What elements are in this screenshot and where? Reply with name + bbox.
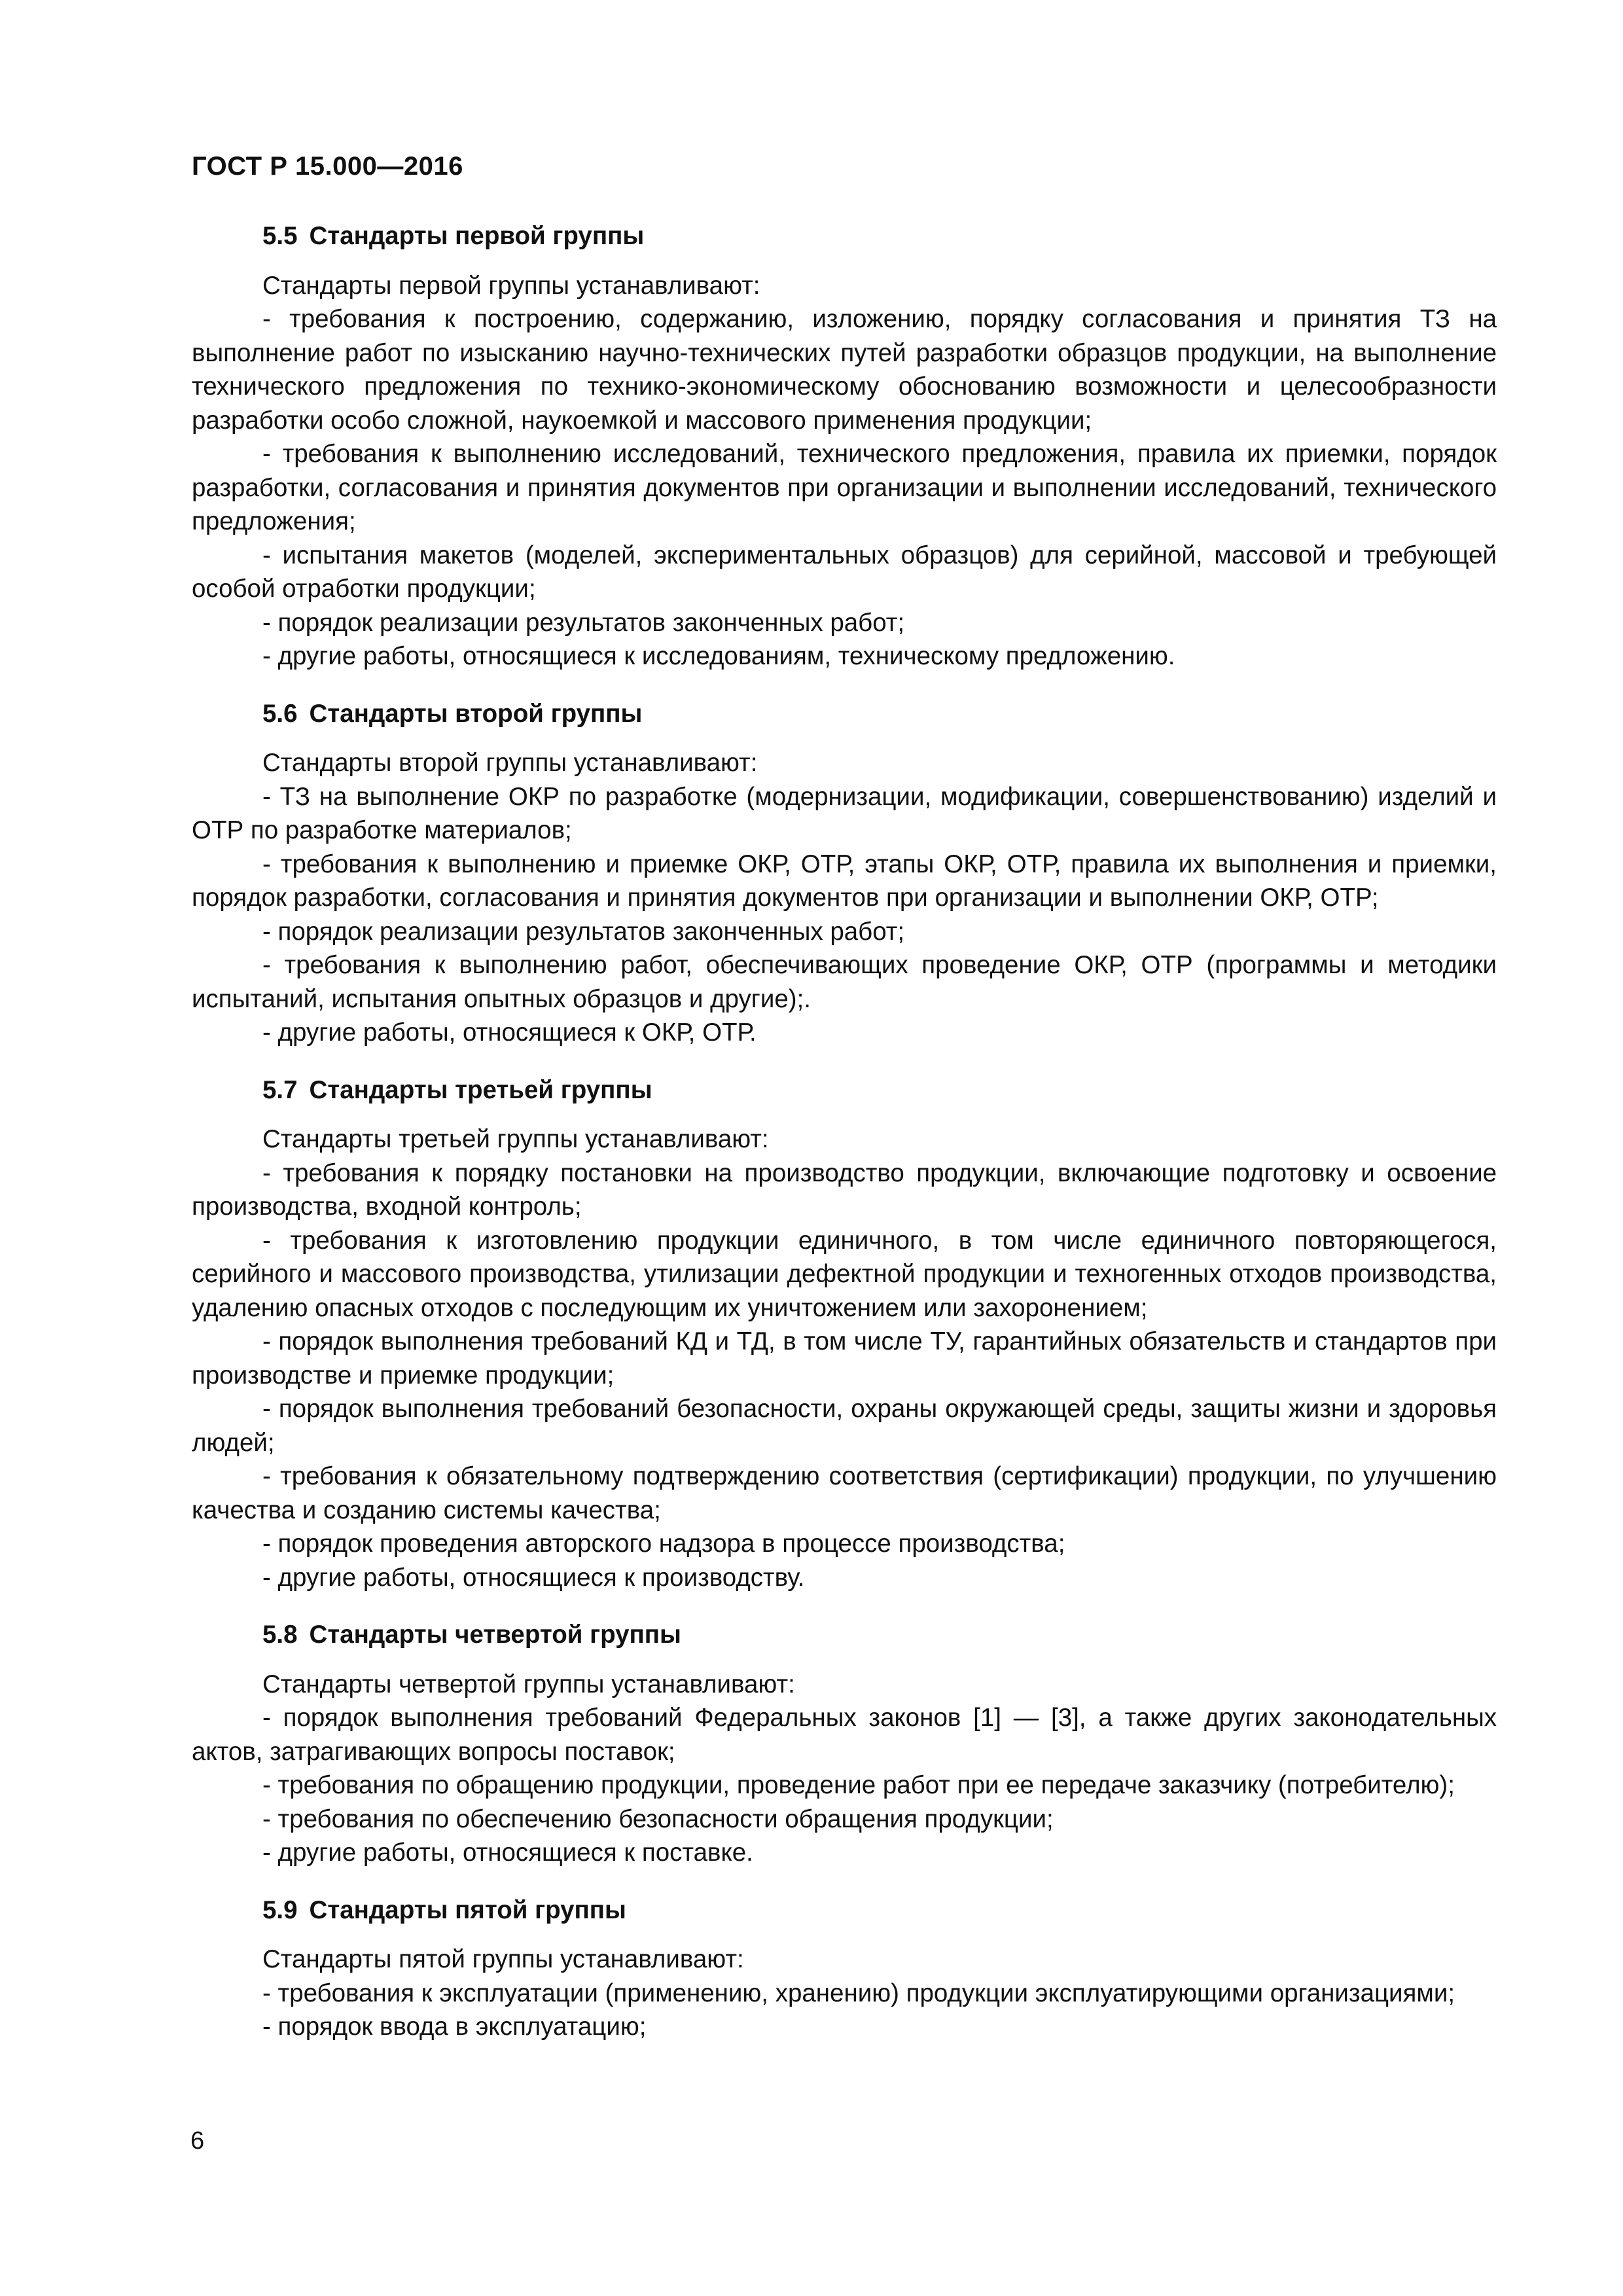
list-item: - требования к выполнению и приемке ОКР, ОТР, этапы ОКР, ОТР, правила их выполнения и приемки, порядок разработки, согласования и принятия документов при организации и выполнении ОКР, ОТР;	[192, 850, 1497, 912]
list-item: - другие работы, относящиеся к исследованиям, техническому предложению.	[262, 642, 1175, 670]
section-intro: Стандарты второй группы устанавливают:	[262, 749, 758, 777]
section-heading	[192, 219, 1497, 253]
list-item: - другие работы, относящиеся к производству.	[262, 1563, 805, 1592]
list-item: - требования к обязательному подтверждению соответствия (сертификации) продукции, по улучшению качества и созданию системы качества;	[192, 1462, 1497, 1524]
list-item: - требования по обеспечению безопасности обращения продукции;	[262, 1804, 1054, 1833]
list-item: - порядок ввода в эксплуатацию;	[262, 2013, 647, 2041]
section-5-6	[192, 697, 1497, 1050]
section-title: Стандарты первой группы	[309, 222, 645, 250]
list-item: - порядок выполнения требований безопасности, охраны окружающей среды, защиты жизни и здоровья людей;	[192, 1395, 1497, 1457]
page-number: 6	[190, 2127, 205, 2155]
section-5-5	[192, 219, 1497, 673]
section-title: Стандарты четвертой группы	[309, 1621, 681, 1649]
list-item: - требования к выполнению исследований, технического предложения, правила их приемки, порядок разработки, согласования и принятия документов при организации и выполнении исследований, технического предложения;	[192, 440, 1497, 535]
section-5-7	[192, 1073, 1497, 1595]
section-number: 5.9	[262, 1895, 298, 1924]
list-item: - испытания макетов (моделей, экспериментальных образцов) для серийной, массовой и требующей особой отработки продукции;	[192, 541, 1497, 603]
list-item: - другие работы, относящиеся к ОКР, ОТР.	[262, 1018, 757, 1047]
list-item: - требования по обращению продукции, проведение работ при ее передаче заказчику (потребителю);	[262, 1771, 1455, 1799]
list-item: - порядок выполнения требований КД и ТД, в том числе ТУ, гарантийных обязательств и стандартов при производстве и приемке продукции;	[192, 1327, 1497, 1390]
section-5-9	[192, 1893, 1497, 2044]
list-item: - требования к изготовлению продукции единичного, в том числе единичного повторяющегося, серийного и массового производства, утилизации дефектной продукции и техногенных отходов производства, удалению опасных отходов с последующим их уничтожением или захоронением;	[192, 1226, 1497, 1322]
list-item: - порядок реализации результатов законченных работ;	[262, 608, 905, 637]
section-5-8	[192, 1618, 1497, 1870]
list-item: - требования к построению, содержанию, изложению, порядку согласования и принятия ТЗ на выполнение работ по изысканию научно-технических путей разработки образцов продукции, на выполнение технического предложения по технико-экономическому обоснованию возможности и целесообразности разработки особо сложной, наукоемкой и массового применения продукции;	[192, 305, 1497, 435]
document-body	[192, 219, 1497, 2068]
section-heading	[192, 1893, 1497, 1928]
list-item: - другие работы, относящиеся к поставке.	[262, 1839, 753, 1867]
list-item: - требования к эксплуатации (применению, хранению) продукции эксплуатирующими организациями;	[262, 1979, 1455, 2007]
section-number: 5.6	[262, 699, 298, 728]
list-item: - требования к выполнению работ, обеспечивающих проведение ОКР, ОТР (программы и методики испытаний, испытания опытных образцов и другие);.	[192, 951, 1497, 1013]
list-item: - ТЗ на выполнение ОКР по разработке (модернизации, модификации, совершенствованию) изделий и ОТР по разработке материалов;	[192, 782, 1497, 844]
list-item: - порядок проведения авторского надзора в процессе производства;	[262, 1530, 1065, 1558]
section-heading	[192, 1618, 1497, 1652]
list-item: - порядок реализации результатов законченных работ;	[262, 917, 905, 946]
section-heading	[192, 1073, 1497, 1107]
section-title: Стандарты второй группы	[309, 699, 643, 728]
section-title: Стандарты третьей группы	[309, 1075, 652, 1104]
section-title: Стандарты пятой группы	[309, 1895, 626, 1924]
section-intro: Стандарты пятой группы устанавливают:	[262, 1945, 744, 1973]
section-number: 5.5	[262, 222, 298, 250]
list-item: - требования к порядку постановки на производство продукции, включающие подготовку и освоение производства, входной контроль;	[192, 1158, 1497, 1221]
list-item: - порядок выполнения требований Федеральных законов [1] — [3], а также других законодательных актов, затрагивающих вопросы поставок;	[192, 1704, 1497, 1766]
section-intro: Стандарты третьей группы устанавливают:	[262, 1125, 769, 1153]
section-number: 5.8	[262, 1621, 298, 1649]
section-intro: Стандарты четвертой группы устанавливают:	[262, 1670, 795, 1698]
section-number: 5.7	[262, 1075, 298, 1104]
section-heading	[192, 697, 1497, 731]
section-intro: Стандарты первой группы устанавливают:	[262, 271, 760, 300]
document-id-header: ГОСТ Р 15.000—2016	[192, 152, 463, 181]
